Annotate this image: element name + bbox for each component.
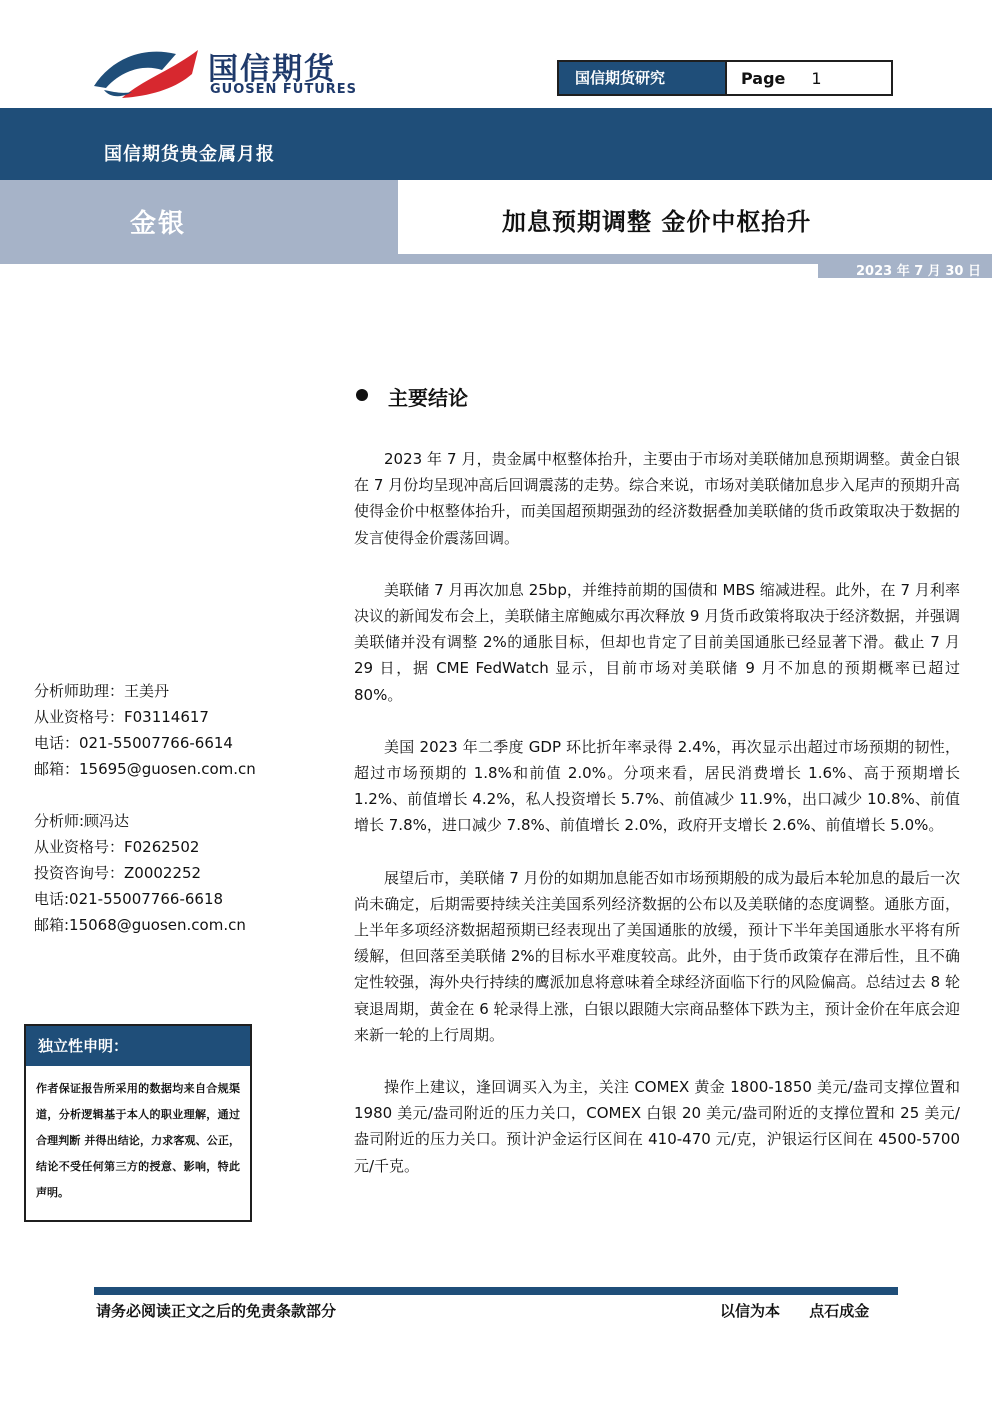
paragraph: 2023 年 7 月，贵金属中枢整体抬升，主要由于市场对美联储加息预期调整。黄金白银在 7 月份均呈现冲高后回调震荡的走势。综合来说，市场对美联储加息步入尾声的预期升高使得金价中枢整体抬升，而美国超预期强劲的经济数据叠加美联储的货币政策取决于数据的发言使得金价震荡回调。 — [354, 450, 960, 547]
report-date: 2023 年 7 月 30 日 — [856, 264, 981, 279]
analyst-info — [34, 678, 264, 938]
declaration-title: 独立性申明： — [26, 1026, 250, 1066]
paragraph: 操作上建议，逢回调买入为主，关注 COMEX 黄金 1800-1850 美元/盎司支撑位置和 1980 美元/盎司附近的压力关口，COMEX 白银 20 美元/盎司附近的支撑位置和 25 美元/盎司附近的压力关口。预计沪金运行区间在 410-470 元/克，沪银运行区间在 4500-5700 元/千克。 — [354, 1078, 960, 1175]
declaration-text: 作者保证报告所采用的数据均来自合规渠道，分析逻辑基于本人的职业理解，通过合理判断 并得出结论，力求客观、公正，结论不受任何第三方的授意、影响，特此声明。 — [36, 1082, 240, 1199]
report-series-title: 国信期货贵金属月报 — [104, 144, 275, 165]
analyst-consult: 投资咨询号：Z0002252 — [34, 864, 202, 882]
analyst-email: 邮箱：15695@guosen.com.cn — [34, 760, 256, 778]
footer-disclaimer-note: 请务必阅读正文之后的免责条款部分 — [96, 1302, 337, 1320]
footer-rule — [94, 1287, 898, 1295]
analyst-phone: 电话:021-55007766-6618 — [34, 890, 224, 908]
analyst-phone: 电话：021-55007766-6614 — [34, 734, 233, 752]
analyst-cert: 从业资格号：F03114617 — [34, 708, 209, 726]
guosen-logo-icon — [92, 40, 200, 102]
report-category: 金银 — [130, 209, 187, 239]
paragraph: 美国 2023 年二季度 GDP 环比折年率录得 2.4%，再次显示出超过市场预期的韧性，超过市场预期的 1.8%和前值 2.0%。分项来看，居民消费增长 1.6%、高于预期增长 1.2%、前值增长 4.2%，私人投资增长 5.7%、前值减少 11.9%，出口减少 10.8%、前值增长 7.8%，进口减少 7.8%、前值增长 2.0%，政府开支增长 2.6%、前值增长 5.0%。 — [354, 737, 960, 835]
report-title: 加息预期调整 金价中枢抬升 — [502, 208, 812, 236]
paragraph: 美联储 7 月再次加息 25bp，并维持前期的国债和 MBS 缩减进程。此外，在 7 月利率决议的新闻发布会上，美联储主席鲍威尔再次释放 9 月货币政策将取决于经济数据，并强调美联储并没有调整 2%的通胀目标，但却也肯定了目前美国通胀已经显著下滑。截止 7 月 29 日，据 CME FedWatch 显示，目前市场对美联储 9 月不加息的预期概率已超过 80%。 — [354, 580, 960, 704]
section-title: 主要结论 — [388, 386, 468, 410]
page-indicator — [557, 60, 893, 96]
category-band — [0, 180, 398, 264]
logo-text-cn: 国信期货 — [208, 52, 336, 87]
paragraph: 展望后市，美联储 7 月份的如期加息能否如市场预期般的成为最后本轮加息的最后一次尚未确定，后期需要持续关注美国系列经济数据的公布以及美联储的态度调整。通胀方面，上半年多项经济数据超预期已经表现出了美国通胀的放缓，预计下半年美国通胀水平将有所缓解，但回落至美联储 2%的目标水平难度较高。此外，由于货币政策存在滞后性，且不确定性较强，海外央行持续的鹰派加息将意味着全球经济面临下行的风险偏高。总结过去 8 轮衰退周期，黄金在 6 轮录得上涨，白银以跟随大宗商品整体下跌为主，预计金价在年底会迎来新一轮的上行周期。 — [354, 868, 960, 1044]
footer-slogan: 以信为本 点石成金 — [720, 1302, 870, 1320]
analyst-name: 分析师:顾冯达 — [34, 812, 130, 830]
bullet-icon — [356, 389, 368, 401]
page-number-box — [725, 62, 891, 94]
analyst-email: 邮箱:15068@guosen.com.cn — [34, 916, 246, 934]
logo-text-en: GUOSEN FUTURES — [210, 82, 358, 97]
research-label: 国信期货研究 — [559, 62, 725, 94]
analyst-name: 分析师助理：王美丹 — [34, 682, 170, 700]
independence-declaration — [24, 1024, 252, 1222]
page-label: Page — [741, 69, 786, 88]
main-conclusions — [354, 446, 960, 1205]
analyst-cert: 从业资格号：F0262502 — [34, 838, 200, 856]
page-number: 1 — [811, 69, 822, 88]
